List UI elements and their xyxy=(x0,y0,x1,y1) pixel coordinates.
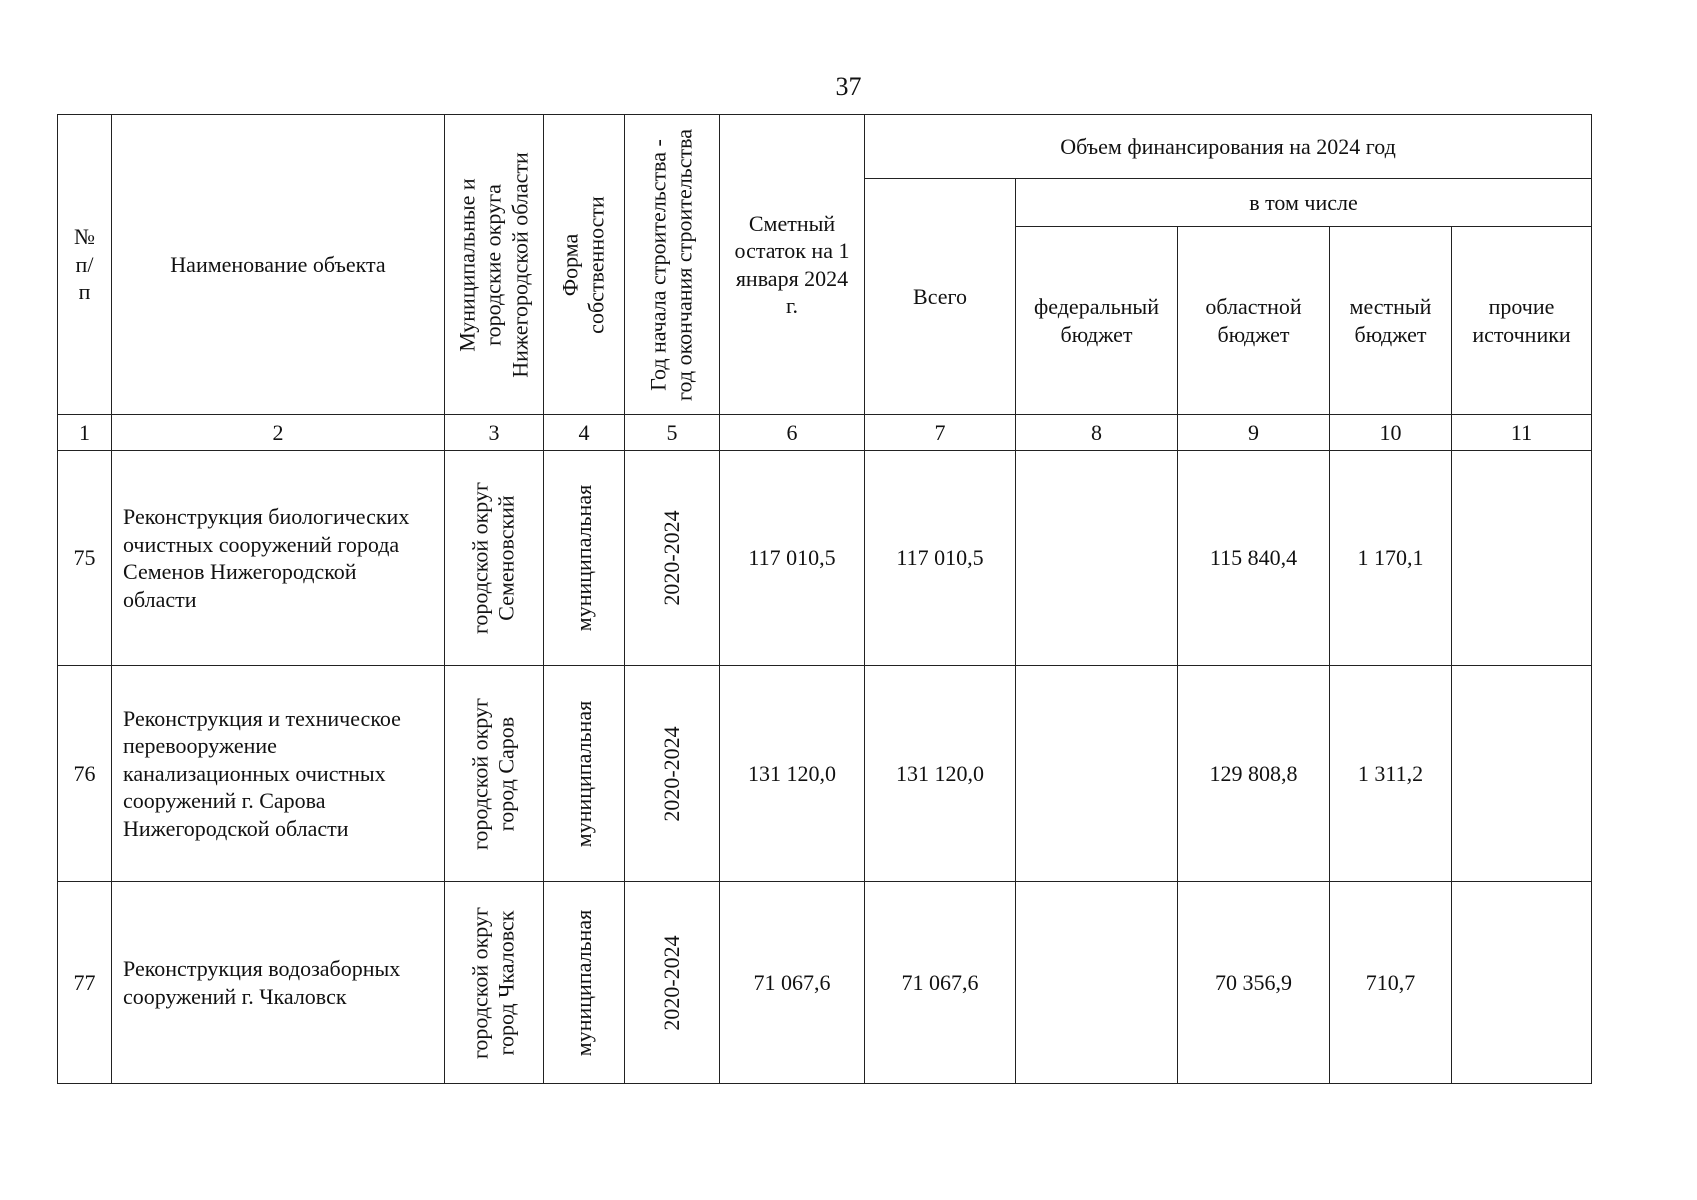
column-number: 3 xyxy=(445,415,544,451)
row-other xyxy=(1452,882,1592,1084)
header-years: Год начала строительства - год окончания строительства xyxy=(625,115,720,415)
header-remainder: Сметный остаток на 1 января 2024 г. xyxy=(720,115,865,415)
header-other: прочие источники xyxy=(1452,227,1592,415)
table-row xyxy=(58,666,1592,882)
row-name: Реконструкция водозаборных сооружений г. Чкаловск xyxy=(112,882,445,1084)
row-local: 710,7 xyxy=(1330,882,1452,1084)
row-remainder: 131 120,0 xyxy=(720,666,865,882)
row-years: 2020-2024 xyxy=(625,666,720,882)
header-regional: областной бюджет xyxy=(1178,227,1330,415)
row-total: 117 010,5 xyxy=(865,451,1016,666)
column-number-row xyxy=(58,415,1592,451)
column-number: 9 xyxy=(1178,415,1330,451)
header-ownership: Форма собственности xyxy=(544,115,625,415)
column-number: 11 xyxy=(1452,415,1592,451)
row-municipality: городской округ город Чкаловск xyxy=(445,882,544,1084)
header-local: местный бюджет xyxy=(1330,227,1452,415)
row-num: 75 xyxy=(58,451,112,666)
row-total: 71 067,6 xyxy=(865,882,1016,1084)
header-row-1 xyxy=(58,115,1592,179)
header-name: Наименование объекта xyxy=(112,115,445,415)
row-other xyxy=(1452,666,1592,882)
financing-table xyxy=(57,114,1592,1084)
row-remainder: 71 067,6 xyxy=(720,882,865,1084)
row-total: 131 120,0 xyxy=(865,666,1016,882)
column-number: 8 xyxy=(1016,415,1178,451)
column-number: 6 xyxy=(720,415,865,451)
header-municipality: Муниципальные и городские округа Нижегородской области xyxy=(445,115,544,415)
row-ownership: муниципальная xyxy=(544,666,625,882)
row-years: 2020-2024 xyxy=(625,451,720,666)
row-name: Реконструкция биологических очистных сооружений города Семенов Нижегородской области xyxy=(112,451,445,666)
column-number: 10 xyxy=(1330,415,1452,451)
header-funding-group: Объем финансирования на 2024 год xyxy=(865,115,1592,179)
column-number: 5 xyxy=(625,415,720,451)
column-number: 7 xyxy=(865,415,1016,451)
header-including: в том числе xyxy=(1016,179,1592,227)
row-ownership: муниципальная xyxy=(544,451,625,666)
column-number: 4 xyxy=(544,415,625,451)
row-local: 1 170,1 xyxy=(1330,451,1452,666)
row-name: Реконструкция и техническое перевооружение канализационных очистных сооружений г. Сарова Нижегородской области xyxy=(112,666,445,882)
header-federal: федеральный бюджет xyxy=(1016,227,1178,415)
row-ownership: муниципальная xyxy=(544,882,625,1084)
row-regional: 129 808,8 xyxy=(1178,666,1330,882)
column-number: 1 xyxy=(58,415,112,451)
row-federal xyxy=(1016,666,1178,882)
row-years: 2020-2024 xyxy=(625,882,720,1084)
header-num: № п/ п xyxy=(58,115,112,415)
row-federal xyxy=(1016,451,1178,666)
row-federal xyxy=(1016,882,1178,1084)
table-row xyxy=(58,882,1592,1084)
page-number: 37 xyxy=(835,72,862,101)
header-total: Всего xyxy=(865,179,1016,415)
row-municipality: городской округ город Саров xyxy=(445,666,544,882)
row-regional: 70 356,9 xyxy=(1178,882,1330,1084)
row-other xyxy=(1452,451,1592,666)
row-regional: 115 840,4 xyxy=(1178,451,1330,666)
row-municipality: городской округ Семеновский xyxy=(445,451,544,666)
row-remainder: 117 010,5 xyxy=(720,451,865,666)
column-number: 2 xyxy=(112,415,445,451)
row-num: 76 xyxy=(58,666,112,882)
row-num: 77 xyxy=(58,882,112,1084)
table-row xyxy=(58,451,1592,666)
row-local: 1 311,2 xyxy=(1330,666,1452,882)
